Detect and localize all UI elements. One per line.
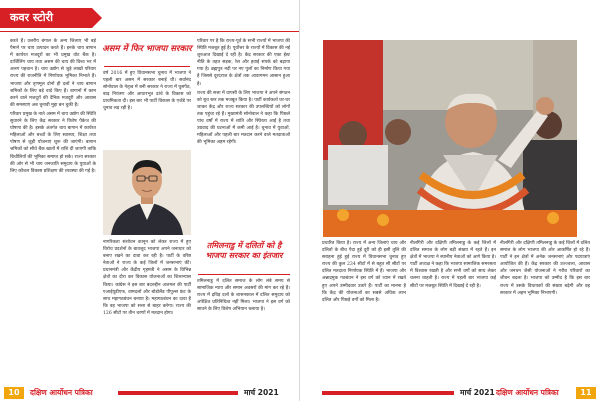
- headline-tamilnadu-rule: [198, 274, 290, 275]
- right-page-number: 11: [576, 387, 596, 399]
- right-column-3-text: नीलगिरी और दक्षिणी तमिलनाडु के कई जिलों में दलित समाज के लोग भाजपा की ओर आकर्षित हो रहे हैं। पार्टी ने इन क्षेत्रों में अनेक जनसभाएं और पदयात्राएं आयोजित की हैं। केंद्र सरकार की उज्ज्वला, आवास और जनधन जैसी योजनाओं ने गरीब परिवारों का जीवन बदला है। भाजपा को उम्मीद है कि इस बार राज्य में उसके विधायकों की संख्या बढ़ेगी और वह सरकार में अहम भूमिका निभाएगी।: [500, 241, 590, 296]
- column-1-paragraph-1: करते हैं। उत्तरीय बंगाल के अन्य जिलाए भी बड़े पैमाने पर चाय उत्पादन करते हैं। इनके चाय बागान में कार्यरत मजदूरों का भी प्रमुख वोट बैंक है। दार्जिलिंग चाय तथा असम की चाय की विश्व भर में अलग पहचान है। चाय उद्योग से जुड़े लाखों परिवार राज्य की राजनीति में निर्णायक भूमिका निभाते हैं। भाजपा और तृणमूल दोनों ही दलों ने चाय बागान श्रमिकों के लिए बड़े वादे किए हैं। बागानों में काम करने वाले मजदूरों की दैनिक मजदूरी और आवास की समस्याएं अब चुनावी मुद्दा बन चुकी हैं।: [10, 39, 96, 108]
- right-footer-bar: [322, 391, 454, 395]
- article-column-1: [10, 38, 96, 378]
- right-column-1: [322, 240, 406, 378]
- column-2-intro-text: वर्ष 2016 में हुए विधानसभा चुनाव में भाजपा ने पहली बार असम में सरकार बनाई थी। सर्वानंद सोनोवाल के नेतृत्व में बनी सरकार ने राज्य में घुसपैठ, बाढ़ नियंत्रण और आधारभूत ढांचे के विकास को प्राथमिकता दी। इस बार भी पार्टी विकास के एजेंडे पर चुनाव लड़ रही है।: [103, 71, 191, 112]
- rally-photo: [323, 40, 577, 237]
- article-column-3-upper: [197, 38, 290, 236]
- article-column-2-intro: [103, 70, 191, 146]
- article-column-2-main: [103, 239, 191, 378]
- leader-portrait: [103, 150, 191, 235]
- right-column-2: [410, 240, 496, 378]
- headline-tamilnadu: तमिलनाडु में दलितों को है भाजपा सरकार का इंतजार: [205, 240, 283, 260]
- headline-assam-rule: [104, 66, 190, 67]
- column-2-main-text: नागरिकता संशोधन कानून को लेकर राज्य में हुए विरोध प्रदर्शनों के बावजूद भाजपा अपने जनाधार को बनाए रखने का दावा कर रही है। पार्टी के वरिष्ठ नेताओं ने राज्य के कई जिलों में जनसभाएं कीं। प्रधानमंत्री और केंद्रीय गृहमंत्री ने असम के विभिन्न क्षेत्रों का दौरा कर विकास योजनाओं का शिलान्यास किया। कांग्रेस ने इस बार बदरुद्दीन अजमल की पार्टी एआईयूडीएफ, वामदलों और बोडोलैंड पीपुल्स फ्रंट के साथ महागठबंधन बनाया है। महागठबंधन का दावा है कि वह भाजपा को सत्ता से बाहर करेगा। राज्य की 126 सीटों पर तीन चरणों में मतदान होगा।: [103, 240, 191, 316]
- column-1-paragraph-2: परिवार प्रमुख के नाते असम में चाय उद्योग की स्थिति सुधारने के लिए केंद्र सरकार ने विशेष पैकेज की घोषणा की है। इसके अंतर्गत चाय बागान में कार्यरत महिलाओं और बच्चों के लिए स्वास्थ्य, शिक्षा तथा पोषण से जुड़ी योजनाएं शुरू की जाएंगी। बागान श्रमिकों को सीधे बैंक खातों में राशि दी जाएगी ताकि बिचौलियों की भूमिका समाप्त हो सके। राज्य सरकार की ओर से भी चाय जनजाति समुदाय के युवाओं के लिए कौशल विकास प्रशिक्षण की व्यवस्था की गई है।: [10, 111, 96, 174]
- right-page: [300, 0, 600, 401]
- right-footer-date: मार्च 2021: [460, 388, 495, 397]
- section-rule: [0, 31, 300, 32]
- left-footer-date: मार्च 2021: [244, 388, 279, 397]
- column-3-intro-text: परिवार पर है कि राज्य-पूर्व के सभी राज्यों में भाजपा की स्थिति मजबूत हुई है। पूर्वोत्तर के राज्यों में विकास की नई शुरुआत दिखाई दे रही है। केंद्र सरकार की एक्ट ईस्ट नीति के तहत सड़क, रेल और हवाई संपर्क को बढ़ाया गया है। ब्रह्मपुत्र नदी पर नए पुलों का निर्माण किया गया है जिससे दूरदराज के क्षेत्रों तक आवागमन आसान हुआ है।: [197, 39, 290, 87]
- right-column-2-text: नीलगिरी और दक्षिणी तमिलनाडु के कई जिलों में दलित समाज के लोग बड़ी संख्या में रहते हैं। इन क्षेत्रों में भाजपा ने स्थानीय नेताओं को आगे किया है। पार्टी अध्यक्ष ने कहा कि भाजपा सामाजिक समरसता में विश्वास रखती है और सभी वर्गों को साथ लेकर चलना चाहती है। राज्य में पहली बार भाजपा कई सीटों पर मजबूत स्थिति में दिखाई दे रही है।: [410, 241, 496, 289]
- right-column-1-text: प्रचारित किया है। राज्य में अन्य जिलाएं चाय और दलितों के बीच पैदा हुई दूरी को ही इसी तुलि की सराहना हुई हुई राज्य में विधानसभा चुनाव हुए राज्य की कुल 234 सीटों में से बहुत सी सीटों पर दलित मतदाता निर्णायक स्थिति में हैं। भाजपा और अन्नाद्रमुक गठबंधन ने इस वर्ग को ध्यान में रखते हुए अपने उम्मीदवार उतारे हैं। पार्टी का मानना है कि केंद्र की योजनाओं का सबसे अधिक लाभ दलित और पिछड़े वर्गों को मिला है।: [322, 241, 406, 303]
- right-column-3: [500, 240, 590, 378]
- leader-portrait-illustration: [103, 150, 191, 235]
- column-3-after-text: तमिलनाडु में दलित समाज के लोग लंबे समय से सामाजिक न्याय और समान अवसरों की मांग कर रहे हैं। राज्य में द्रविड़ दलों के शासनकाल में दलित समुदाय को अपेक्षित प्रतिनिधित्व नहीं मिला। भाजपा ने इस वर्ग को साधने के लिए विशेष अभियान चलाया है।: [197, 279, 290, 313]
- right-footer: [300, 384, 600, 401]
- right-footer-publication: दक्षिण आर्योधन पत्रिका: [496, 388, 559, 397]
- left-page-number: 10: [4, 387, 24, 399]
- rally-photo-illustration: [323, 40, 577, 237]
- section-label: कवर स्टोरी: [0, 8, 92, 28]
- headline-assam: असम में फिर भाजपा सरकार: [102, 44, 192, 54]
- left-footer-publication: दक्षिण आर्योधन पत्रिका: [30, 388, 93, 397]
- article-column-3-lower: [197, 278, 290, 378]
- column-3-main-text: राज्य की सत्ता में वापसी के लिए भाजपा ने अपने संगठन को बूथ स्तर तक मजबूत किया है। पार्टी कार्यकर्ता घर-घर जाकर केंद्र और राज्य सरकार की उपलब्धियों को लोगों तक पहुंचा रहे हैं। मुख्यमंत्री सोनोवाल ने कहा कि पिछले पांच वर्षों में राज्य में शांति और स्थिरता आई है तथा उग्रवाद की घटनाओं में कमी आई है। चुनाव में युवाओं, महिलाओं और पहली बार मतदान करने वाले मतदाताओं की भूमिका अहम रहेगी।: [197, 90, 290, 146]
- left-footer: [0, 384, 300, 401]
- left-footer-bar: [118, 391, 238, 395]
